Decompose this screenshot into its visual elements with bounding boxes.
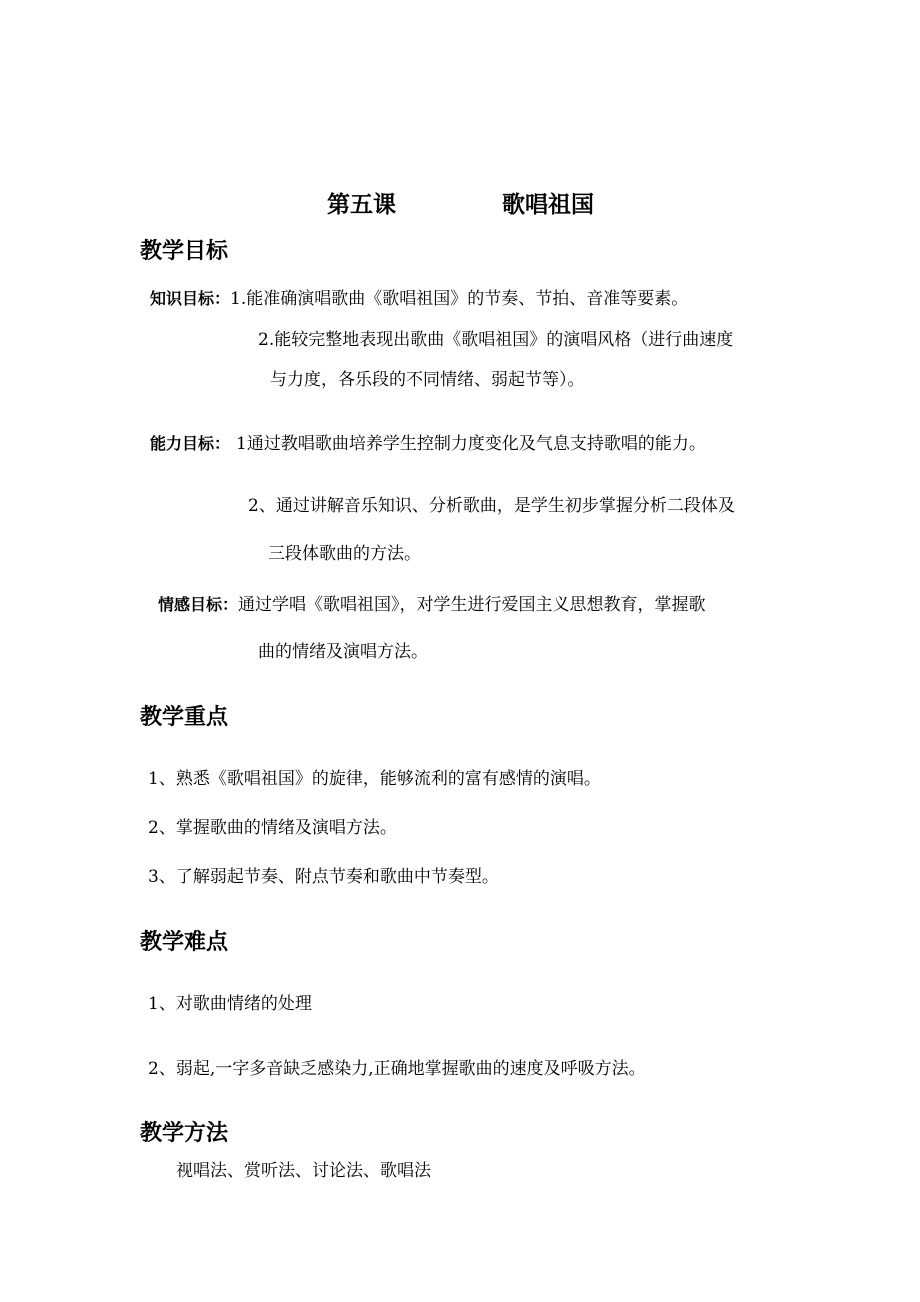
emotion-objective-row xyxy=(158,590,706,615)
ability-label: 能力目标： xyxy=(150,434,231,453)
key-points-heading: 教学重点 xyxy=(140,705,229,730)
methods-text: 视唱法、赏听法、讨论法、歌唱法 xyxy=(176,1161,431,1181)
knowledge-label: 知识目标： xyxy=(150,289,231,308)
difficulty-item: 1、对歌曲情绪的处理 xyxy=(148,994,312,1014)
key-point-item: 2、掌握歌曲的情绪及演唱方法。 xyxy=(148,818,397,838)
key-point-item: 1、熟悉《歌唱祖国》的旋律，能够流利的富有感情的演唱。 xyxy=(148,769,601,789)
ability-objective-row xyxy=(150,429,706,454)
emotion-line-1: 通过学唱《歌唱祖国》，对学生进行爱国主义思想教育，掌握歌 xyxy=(238,595,706,615)
difficulty-item: 2、弱起,一字多音缺乏感染力,正确地掌握歌曲的速度及呼吸方法。 xyxy=(148,1059,646,1079)
methods-heading: 教学方法 xyxy=(140,1121,229,1146)
emotion-line-2: 曲的情绪及演唱方法。 xyxy=(258,642,428,662)
knowledge-item-1: 1.能准确演唱歌曲《歌唱祖国》的节奏、节拍、音准等要素。 xyxy=(230,289,689,309)
knowledge-item-2-line-1: 2.能较完整地表现出歌曲《歌唱祖国》的演唱风格（进行曲速度 xyxy=(258,330,734,350)
knowledge-objective-row xyxy=(150,284,688,309)
objectives-heading: 教学目标 xyxy=(140,239,229,264)
difficulties-heading: 教学难点 xyxy=(140,930,229,955)
knowledge-item-2-line-2: 与力度，各乐段的不同情绪、弱起节等）。 xyxy=(270,370,585,390)
emotion-label: 情感目标： xyxy=(158,595,239,614)
lesson-number: 第五课 xyxy=(327,192,396,218)
key-point-item: 3、了解弱起节奏、附点节奏和歌曲中节奏型。 xyxy=(148,867,499,887)
ability-item-2-line-2: 三段体歌曲的方法。 xyxy=(268,544,421,564)
ability-item-1: 1通过教唱歌曲培养学生控制力度变化及气息支持歌唱的能力。 xyxy=(236,434,706,454)
lesson-title: 歌唱祖国 xyxy=(502,192,594,218)
ability-item-2-line-1: 2、通过讲解音乐知识、分析歌曲，是学生初步掌握分析二段体及 xyxy=(248,496,735,516)
